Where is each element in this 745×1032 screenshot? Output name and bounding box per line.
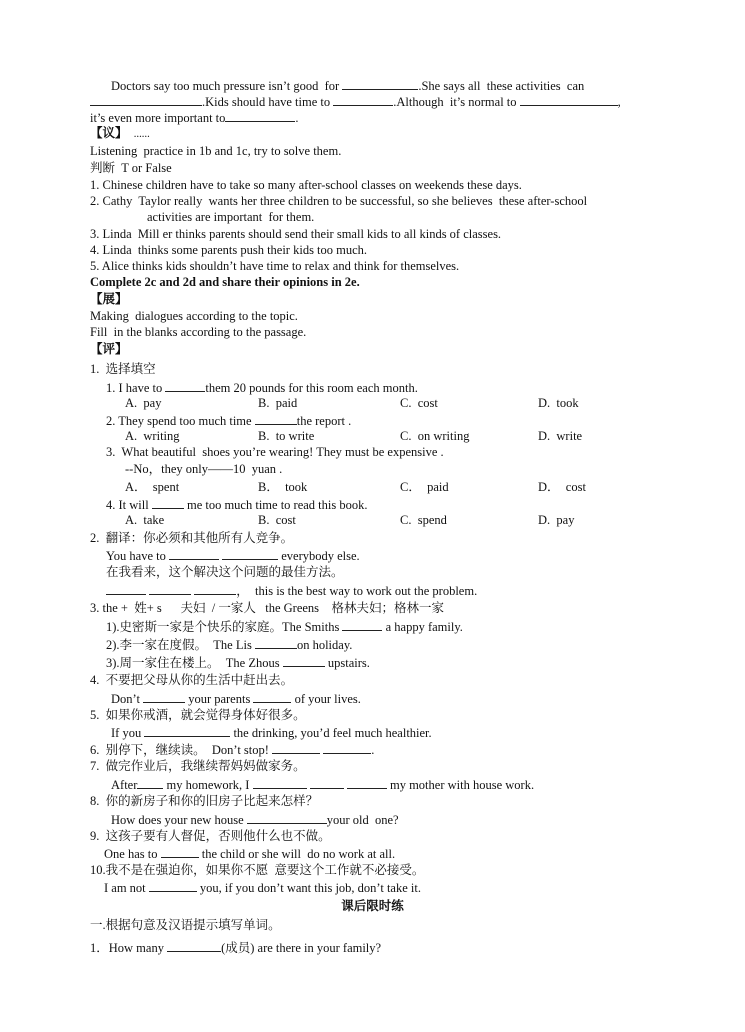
mc-question-stem: 1. I have to them 20 pounds for this room each month.	[106, 381, 418, 395]
mc-question-stem: 2. They spend too much time the report .	[106, 414, 352, 428]
mc-option[interactable]: B. to write	[258, 429, 315, 443]
tf-item: 2. Cathy Taylor really wants her three children to be successful, so she believes these after-school	[90, 194, 588, 208]
translation-prompt: 4. 不要把父母从你的生活中赶出去。	[90, 673, 294, 687]
mc-option[interactable]: B. cost	[258, 513, 296, 527]
mc-option[interactable]: A. pay	[125, 396, 162, 410]
translation-prompt: 7. 做完作业后，我继续帮妈妈做家务。	[90, 759, 306, 773]
section-heading-ping: 【评】	[90, 342, 128, 356]
blank[interactable]	[90, 93, 202, 106]
blank[interactable]	[253, 690, 291, 703]
blank[interactable]	[152, 496, 184, 509]
blank[interactable]	[333, 93, 393, 106]
blank[interactable]	[149, 582, 191, 595]
translation-prompt: 5. 如果你戒酒，就会觉得身体好很多。	[90, 708, 306, 722]
tf-item: 5. Alice thinks kids shouldn’t have time to relax and think for themselves.	[90, 259, 460, 273]
zhan-line: Fill in the blanks according to the passage.	[90, 325, 307, 339]
zhan-line: Making dialogues according to the topic.	[90, 309, 298, 323]
mc-option[interactable]: D. write	[538, 429, 583, 443]
blank[interactable]	[167, 939, 221, 952]
blank[interactable]	[144, 724, 230, 737]
yi-instruction: Listening practice in 1b and 1c, try to solve them.	[90, 144, 342, 158]
blank[interactable]	[342, 77, 418, 90]
blank[interactable]	[169, 547, 219, 560]
translation-prompt: 10.我不是在强迫你，如果你不愿 意要这个工作就不必接受。	[90, 863, 425, 877]
intro-line-2: .Kids should have time to .Although it’s normal to ,	[90, 93, 621, 110]
translation-line: ， this is the best way to work out the problem.	[106, 582, 477, 599]
after-class-section: 一.根据句意及汉语提示填写单词。	[90, 918, 281, 932]
mc-question-stem: 3. What beautiful shoes you’re wearing! They must be expensive .	[106, 445, 444, 459]
translation-prompt: 8. 你的新房子和你的旧房子比起来怎样？	[90, 794, 319, 808]
blank[interactable]	[247, 811, 291, 824]
translation-line: After my homework, I my mother with house work.	[111, 778, 535, 792]
mc-option[interactable]: A． spent	[125, 480, 180, 494]
blank[interactable]	[283, 654, 325, 667]
section-3-item: 1).史密斯一家是个快乐的家庭。The Smiths a happy family.	[106, 620, 463, 634]
blank[interactable]	[255, 412, 297, 425]
section-3-item: 2).李一家在度假。 The Lis on holiday.	[106, 638, 353, 652]
mc-question-extra: --No，they only——10 yuan .	[125, 462, 283, 476]
blank[interactable]	[194, 582, 236, 595]
translation-prompt: 在我看来，这个解决这个问题的最佳方法。	[106, 565, 344, 579]
section-3-item: 3).周一家住在楼上。 The Zhous upstairs.	[106, 656, 370, 670]
translation-line: 6. 别停下，继续读。 Don’t stop! .	[90, 743, 375, 757]
blank[interactable]	[323, 741, 371, 754]
blank[interactable]	[342, 618, 382, 631]
section-3-title: 3. the + 姓+ s 夫妇 / 一家人 the Greens 格林夫妇；格林一家	[90, 601, 445, 615]
mc-option[interactable]: C. cost	[400, 396, 438, 410]
mc-option[interactable]: D. pay	[538, 513, 575, 527]
after-class-title: 课后限时练	[341, 899, 404, 913]
blank[interactable]	[161, 845, 199, 858]
blank[interactable]	[310, 776, 344, 789]
mc-question-stem: 4. It will me too much time to read this book.	[106, 498, 368, 512]
blank[interactable]	[253, 776, 307, 789]
blank[interactable]	[272, 741, 320, 754]
blank[interactable]	[106, 582, 146, 595]
mc-option[interactable]: B. paid	[258, 396, 298, 410]
mc-option[interactable]: D． cost	[538, 480, 586, 494]
translation-line: One has to the child or she will do no work at all.	[104, 847, 396, 861]
translation-line: Don’t your parents of your lives.	[111, 692, 361, 706]
mc-option[interactable]: C. on writing	[400, 429, 470, 443]
after-class-question: 1．How many (成员) are there in your family?	[90, 941, 382, 955]
complete-instruction: Complete 2c and 2d and share their opinions in 2e.	[90, 275, 360, 289]
translation-line: You have to everybody else.	[106, 549, 360, 563]
translation-line: How does your new house your old one?	[111, 813, 399, 827]
blank[interactable]	[291, 811, 327, 824]
translation-prompt: 9. 这孩子要有人督促，否则他什么也不做。	[90, 829, 331, 843]
blank[interactable]	[222, 547, 278, 560]
mc-option[interactable]: C. spend	[400, 513, 447, 527]
tf-item: 1. Chinese children have to take so many after-school classes on weekends these days.	[90, 178, 522, 192]
blank[interactable]	[165, 379, 205, 392]
section-heading-yi: 【议】 ……	[90, 126, 150, 140]
intro-line-3: it’s even more important to .	[90, 111, 299, 125]
section-1-title: 1. 选择填空	[90, 362, 156, 376]
translation-line: If you the drinking, you’d feel much healthier.	[111, 726, 432, 740]
blank[interactable]	[137, 776, 163, 789]
translation-line: I am not you, if you don’t want this job, don’t take it.	[104, 881, 421, 895]
mc-option[interactable]: B． took	[258, 480, 308, 494]
tf-item-continuation: activities are important for them.	[147, 210, 315, 224]
mc-option[interactable]: A. take	[125, 513, 165, 527]
blank[interactable]	[149, 879, 197, 892]
section-2-title: 2. 翻译：你必须和其他所有人竞争。	[90, 531, 294, 545]
section-heading-zhan: 【展】	[90, 292, 128, 306]
tf-label: 判断 T or False	[90, 161, 172, 175]
blank[interactable]	[255, 636, 297, 649]
mc-option[interactable]: D. took	[538, 396, 579, 410]
mc-option[interactable]: A. writing	[125, 429, 180, 443]
tf-item: 3. Linda Mill er thinks parents should send their small kids to all kinds of classes.	[90, 227, 502, 241]
blank[interactable]	[347, 776, 387, 789]
intro-line-1: Doctors say too much pressure isn’t good for .She says all these activities can	[111, 79, 585, 93]
mc-option[interactable]: C． paid	[400, 480, 449, 494]
blank[interactable]	[520, 93, 618, 106]
blank[interactable]	[143, 690, 185, 703]
tf-item: 4. Linda thinks some parents push their kids too much.	[90, 243, 368, 257]
blank[interactable]	[225, 109, 295, 122]
